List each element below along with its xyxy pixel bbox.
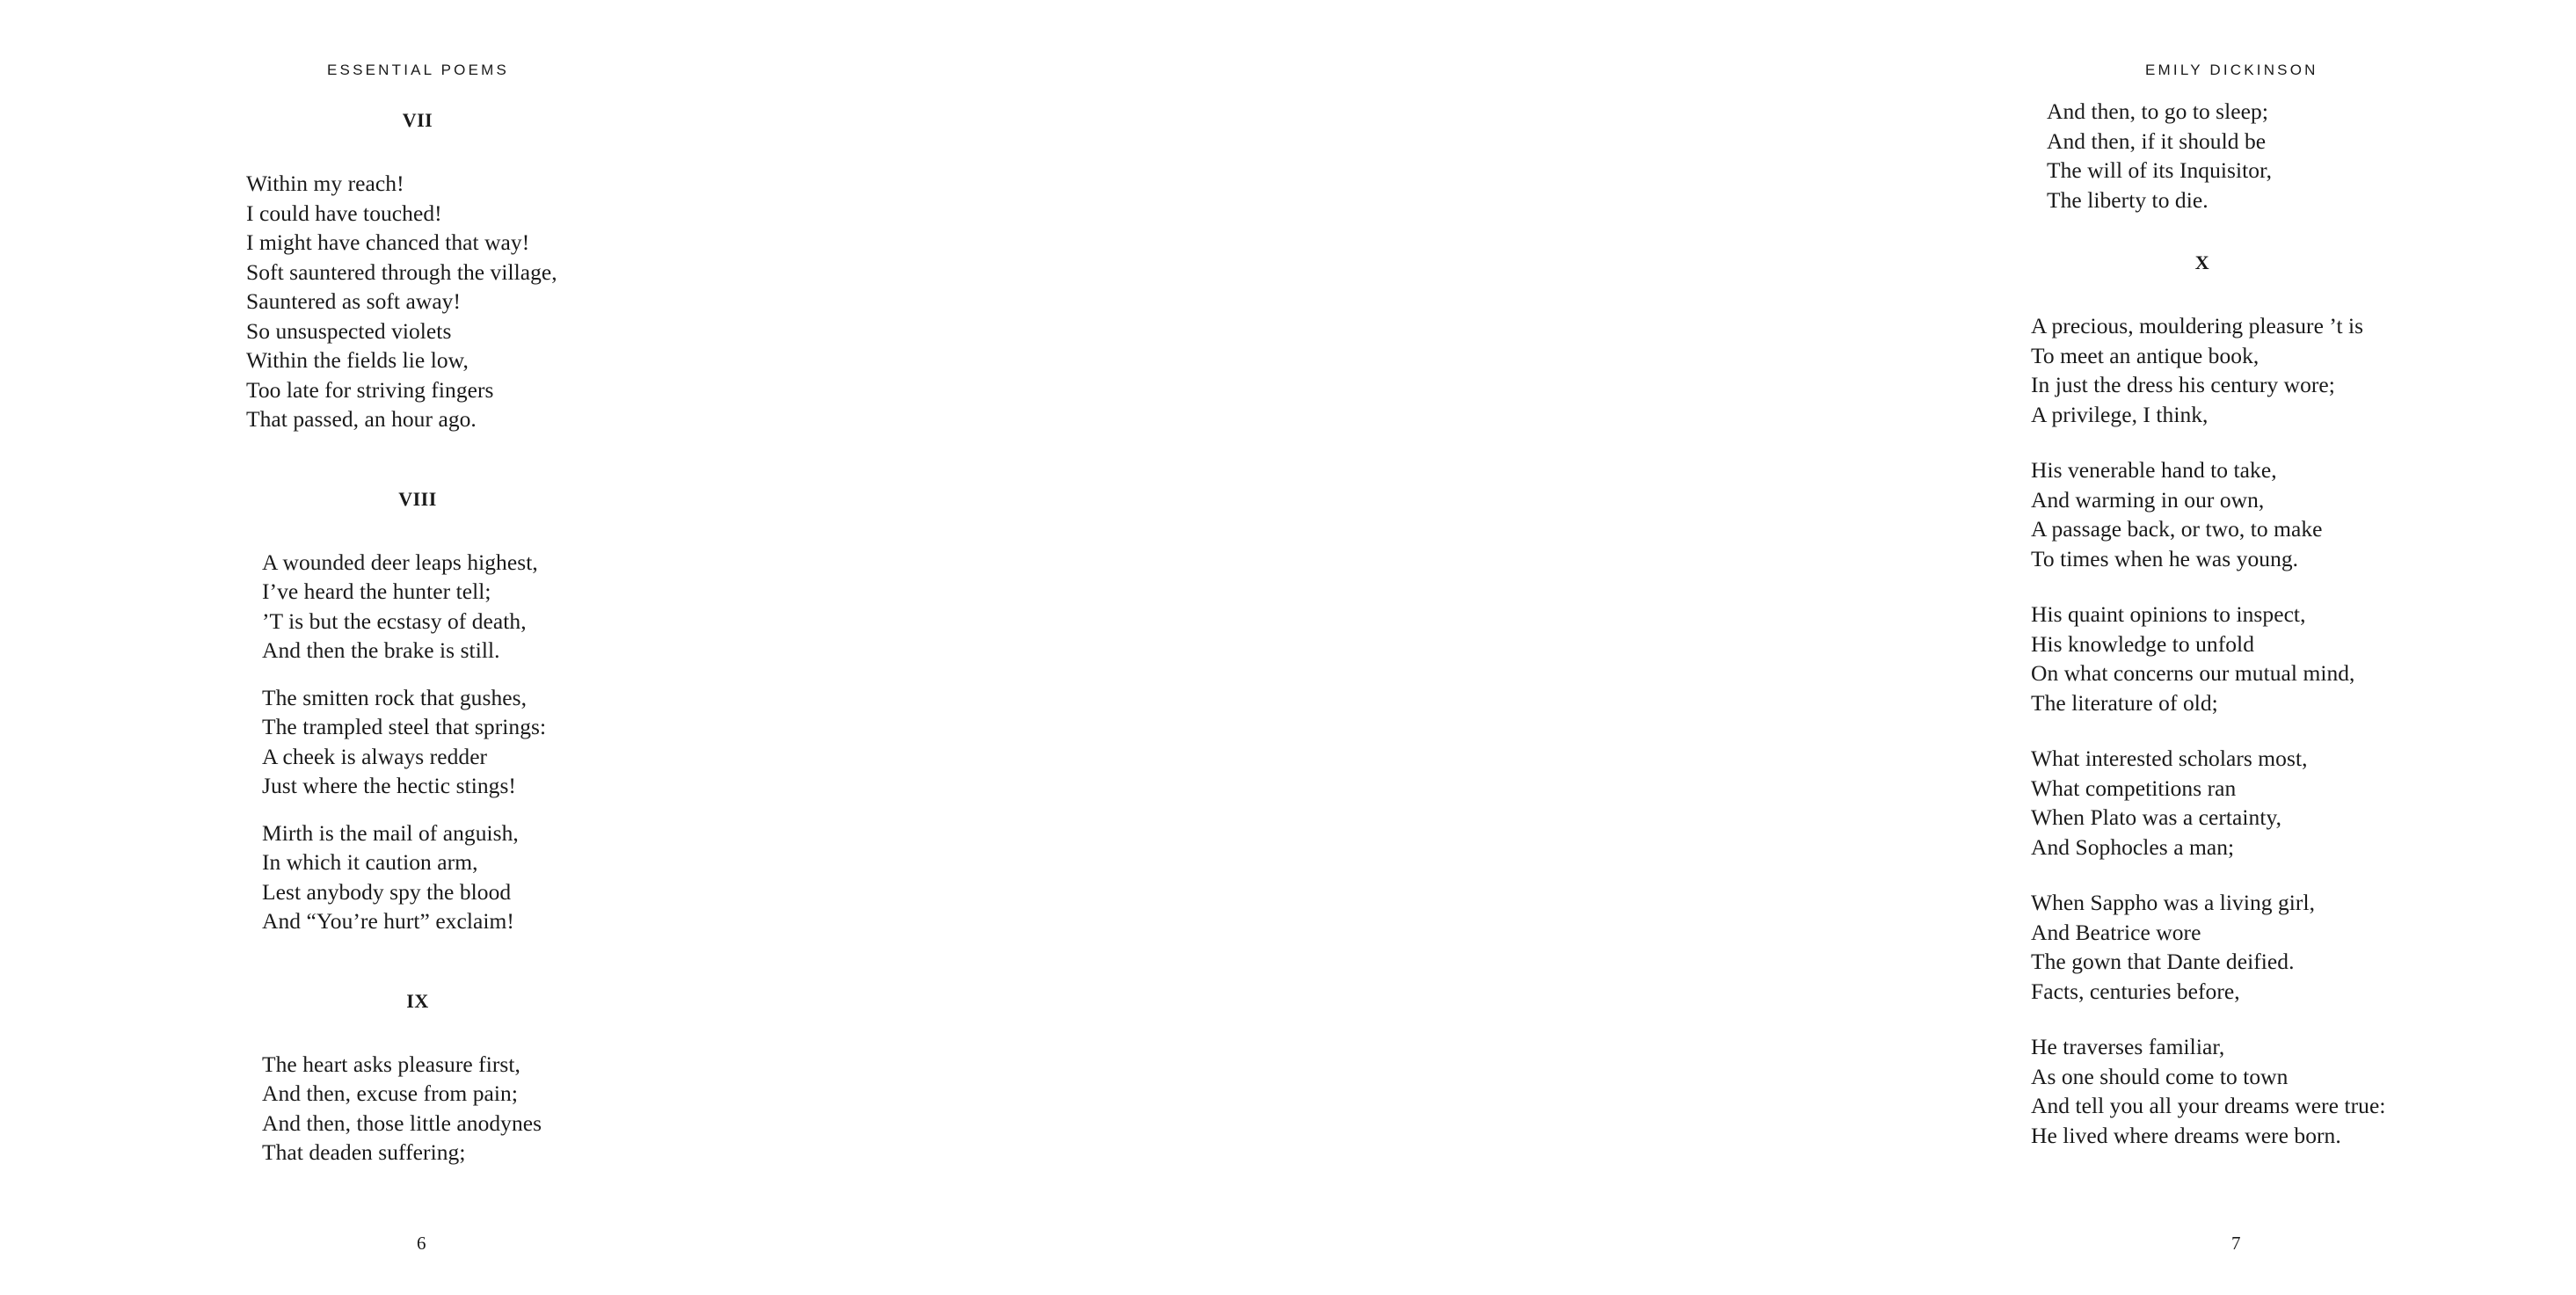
stanza	[246, 683, 791, 801]
poem-line: A cheek is always redder	[262, 743, 488, 769]
poem-ix-continued	[2031, 97, 2576, 215]
poem-line: What interested scholars most,	[2031, 746, 2308, 771]
poem-line: Soft sauntered through the village,	[246, 258, 557, 285]
poem-line: And then, excuse from pain;	[262, 1080, 518, 1106]
poem-line: He lived where dreams were born.	[2031, 1122, 2341, 1148]
poem-line: Too late for striving fingers	[246, 376, 494, 403]
poem-line: Just where the hectic stings!	[262, 773, 516, 798]
poem-line: On what concerns our mutual mind,	[2031, 660, 2355, 686]
poem-line: That passed, an hour ago.	[246, 406, 477, 432]
poem-line: And Sophocles a man;	[2031, 833, 2235, 860]
poem-line: What competitions ran	[2031, 775, 2237, 801]
poem-line: And “You’re hurt” exclaim!	[262, 908, 514, 934]
page-number-left: 6	[417, 1233, 426, 1254]
poem-line: Mirth is the mail of anguish,	[262, 819, 519, 846]
poem-number-viii: VIII	[398, 487, 437, 510]
stanza	[246, 818, 791, 936]
poem-line: Sauntered as soft away!	[246, 288, 462, 314]
stanza	[2031, 888, 2576, 1006]
poem-line: I could have touched!	[246, 200, 442, 226]
poem-line: And Beatrice wore	[2031, 919, 2201, 945]
poem-line: His quaint opinions to inspect,	[2031, 601, 2306, 627]
poem-line: He traverses familiar,	[2031, 1034, 2225, 1059]
poem-column-right	[2031, 97, 2576, 1150]
poem-line: Facts, centuries before,	[2031, 978, 2240, 1004]
poem-line: His venerable hand to take,	[2031, 457, 2277, 483]
stanza	[2031, 1032, 2576, 1150]
poem-line: I might have chanced that way!	[246, 229, 530, 255]
poem-x	[2031, 251, 2576, 1150]
poem-line: I’ve heard the hunter tell;	[262, 578, 491, 604]
poem-line: The gown that Dante deified.	[2031, 949, 2295, 974]
stanza	[246, 548, 791, 666]
stanza	[2031, 311, 2576, 429]
poem-line: A precious, mouldering pleasure ’t is	[2031, 313, 2364, 338]
poem-line: Within my reach!	[246, 171, 404, 196]
poem-ix	[246, 990, 791, 1168]
poem-column-left	[246, 97, 791, 1168]
poem-line: Within the fields lie low,	[246, 347, 469, 373]
poem-line: The smitten rock that gushes,	[262, 684, 528, 710]
poem-line: The liberty to die.	[2047, 186, 2209, 213]
poem-line: The will of its Inquisitor,	[2047, 157, 2273, 183]
stanza	[2031, 455, 2576, 573]
poem-line: When Sappho was a living girl,	[2031, 890, 2316, 915]
stanza	[2031, 600, 2576, 717]
poem-line: A wounded deer leaps highest,	[262, 549, 538, 575]
poem-line: The literature of old;	[2031, 689, 2218, 716]
poem-number-x: X	[2194, 251, 2210, 273]
poem-line: A privilege, I think,	[2031, 401, 2209, 427]
poem-line: To times when he was young.	[2031, 545, 2299, 571]
page-right	[879, 0, 2386, 1295]
stanza	[2031, 744, 2576, 862]
poem-line: The trampled steel that springs:	[262, 714, 547, 739]
stanza	[246, 169, 791, 434]
page-left	[0, 0, 879, 1295]
poem-line: In which it caution arm,	[262, 849, 478, 875]
poem-number-ix: IX	[406, 989, 429, 1012]
poem-line: A passage back, or two, to make	[2031, 516, 2323, 542]
poem-line: In just the dress his century wore;	[2031, 372, 2335, 397]
poem-line: Lest anybody spy the blood	[262, 878, 512, 905]
page-number-right: 7	[2231, 1233, 2241, 1254]
poem-vii	[246, 109, 791, 434]
stanza	[246, 1050, 791, 1168]
poem-line: As one should come to town	[2031, 1063, 2289, 1089]
poem-viii	[246, 488, 791, 936]
poem-line: ’T is but the ecstasy of death,	[262, 607, 527, 634]
poem-line: That deaden suffering;	[262, 1139, 466, 1165]
stanza	[2031, 97, 2576, 215]
poem-line: So unsuspected violets	[246, 317, 452, 344]
poem-line: And then, if it should be	[2047, 127, 2267, 154]
poem-line: And warming in our own,	[2031, 486, 2265, 513]
poem-line: To meet an antique book,	[2031, 342, 2259, 368]
poem-line: When Plato was a certainty,	[2031, 804, 2282, 830]
poem-line: The heart asks pleasure first,	[262, 1051, 520, 1077]
poem-line: His knowledge to unfold	[2031, 630, 2254, 657]
running-head-right: EMILY DICKINSON	[2145, 62, 2318, 78]
poem-line: And tell you all your dreams were true:	[2031, 1093, 2386, 1118]
running-head-left: ESSENTIAL POEMS	[327, 62, 510, 78]
poem-line: And then the brake is still.	[262, 637, 500, 663]
poem-number-vii: VII	[402, 109, 433, 131]
poem-line: And then, those little anodynes	[262, 1109, 542, 1136]
poem-line: And then, to go to sleep;	[2047, 98, 2268, 124]
